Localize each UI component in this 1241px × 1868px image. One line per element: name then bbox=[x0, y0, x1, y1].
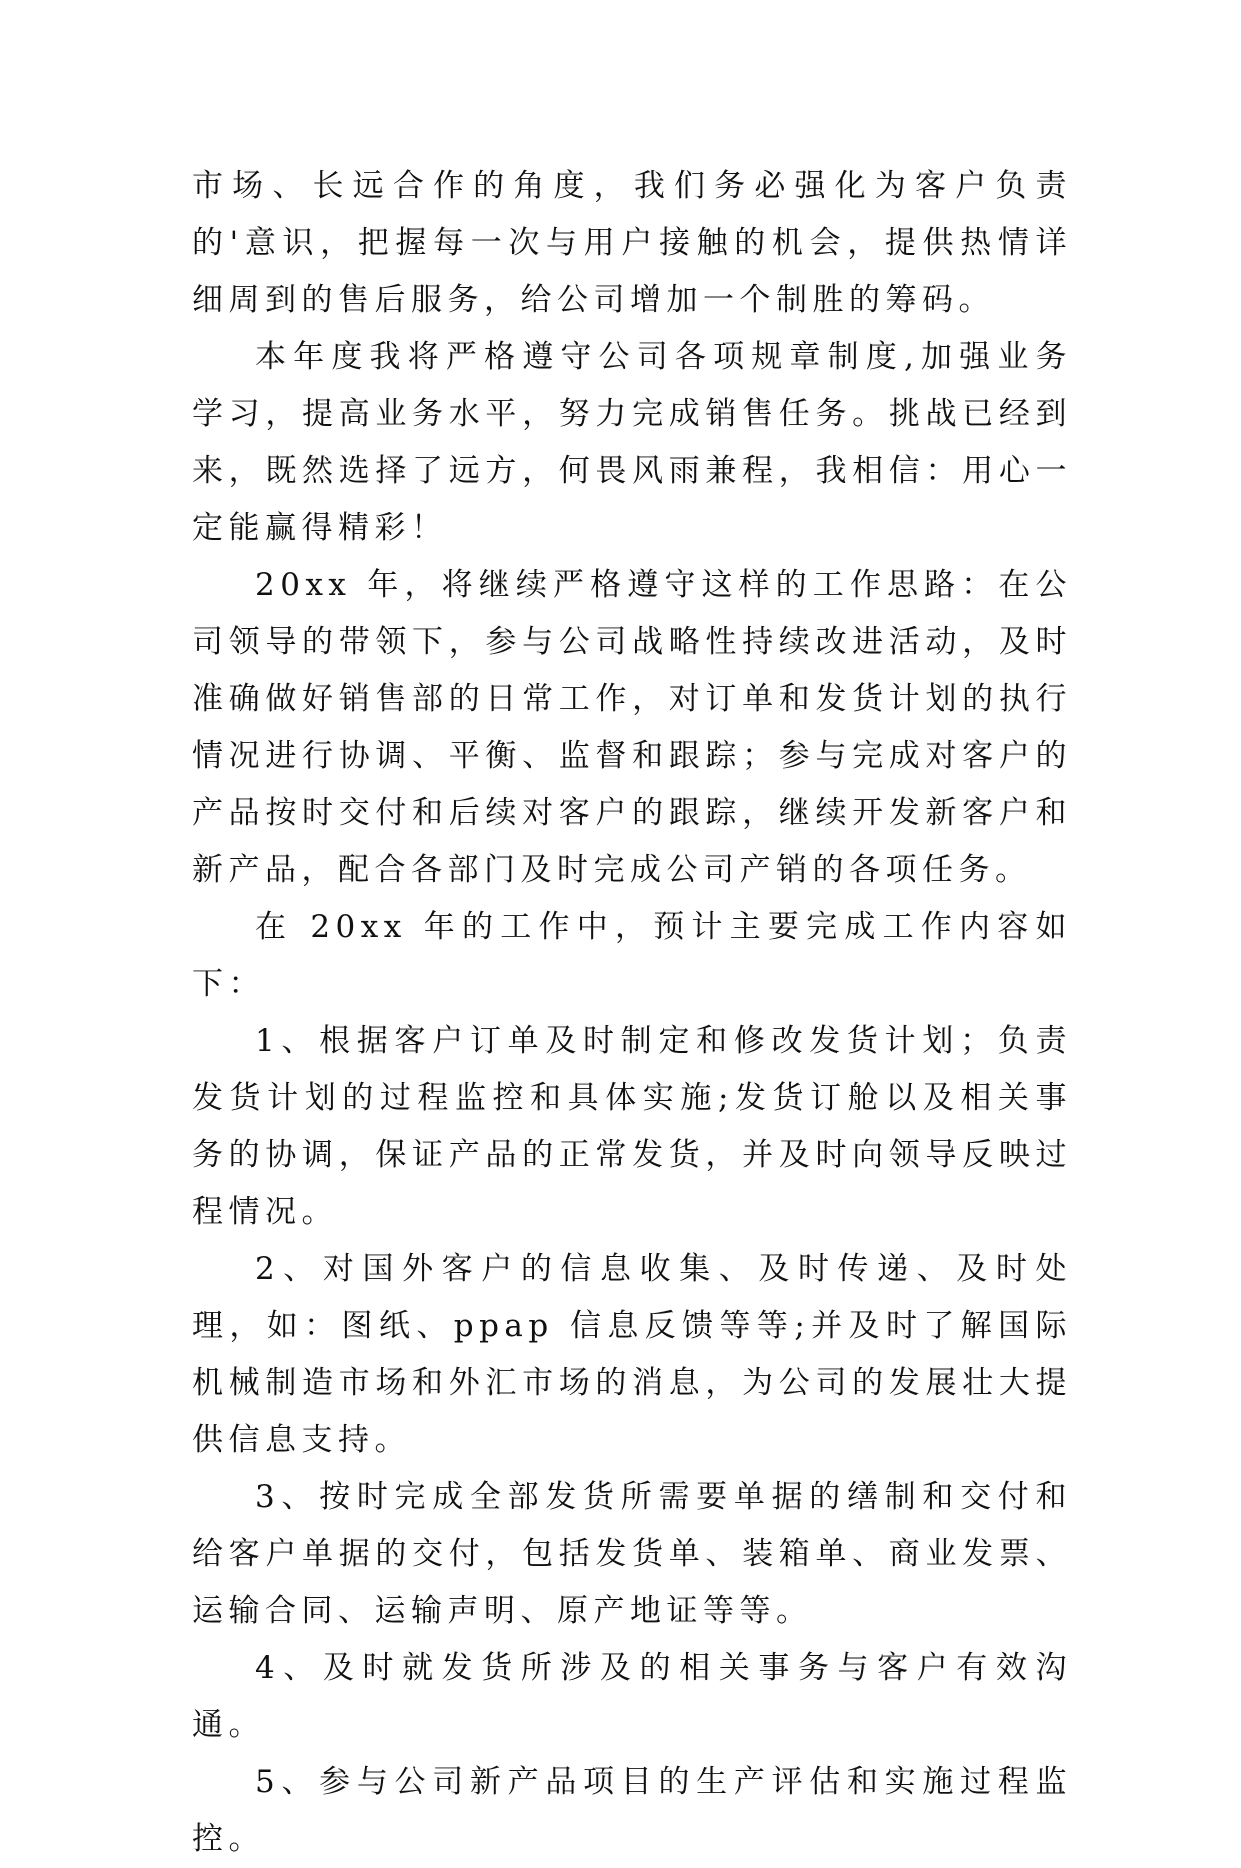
list-item-1: 1、根据客户订单及时制定和修改发货计划；负责发货计划的过程监控和具体实施;发货订舱以及相关事务的协调，保证产品的正常发货，并及时向领导反映过程情况。 bbox=[192, 1023, 1072, 1230]
document-body bbox=[192, 158, 1072, 1868]
paragraph-2: 本年度我将严格遵守公司各项规章制度,加强业务学习，提高业务水平，努力完成销售任务。挑战已经到来，既然选择了远方，何畏风雨兼程，我相信：用心一定能赢得精彩！ bbox=[192, 339, 1072, 546]
paragraph-1: 市场、长远合作的角度，我们务必强化为客户负责的'意识，把握每一次与用户接触的机会，提供热情详细周到的售后服务，给公司增加一个制胜的筹码。 bbox=[192, 168, 1072, 318]
list-item-2: 2、对国外客户的信息收集、及时传递、及时处理，如：图纸、ppap 信息反馈等等;并及时了解国际机械制造市场和外汇市场的消息，为公司的发展壮大提供信息支持。 bbox=[192, 1251, 1072, 1458]
list-item-4: 4、及时就发货所涉及的相关事务与客户有效沟通。 bbox=[192, 1650, 1072, 1743]
list-item-3: 3、按时完成全部发货所需要单据的缮制和交付和给客户单据的交付，包括发货单、装箱单、商业发票、运输合同、运输声明、原产地证等等。 bbox=[192, 1479, 1072, 1629]
paragraph-4: 在 20xx 年的工作中，预计主要完成工作内容如下： bbox=[192, 909, 1072, 1002]
list-item-5: 5、参与公司新产品项目的生产评估和实施过程监控。 bbox=[192, 1764, 1072, 1857]
paragraph-3: 20xx 年，将继续严格遵守这样的工作思路：在公司领导的带领下，参与公司战略性持续改进活动，及时准确做好销售部的日常工作，对订单和发货计划的执行情况进行协调、平衡、监督和跟踪；参与完成对客户的产品按时交付和后续对客户的跟踪，继续开发新客户和新产品，配合各部门及时完成公司产销的各项任务。 bbox=[192, 567, 1072, 888]
